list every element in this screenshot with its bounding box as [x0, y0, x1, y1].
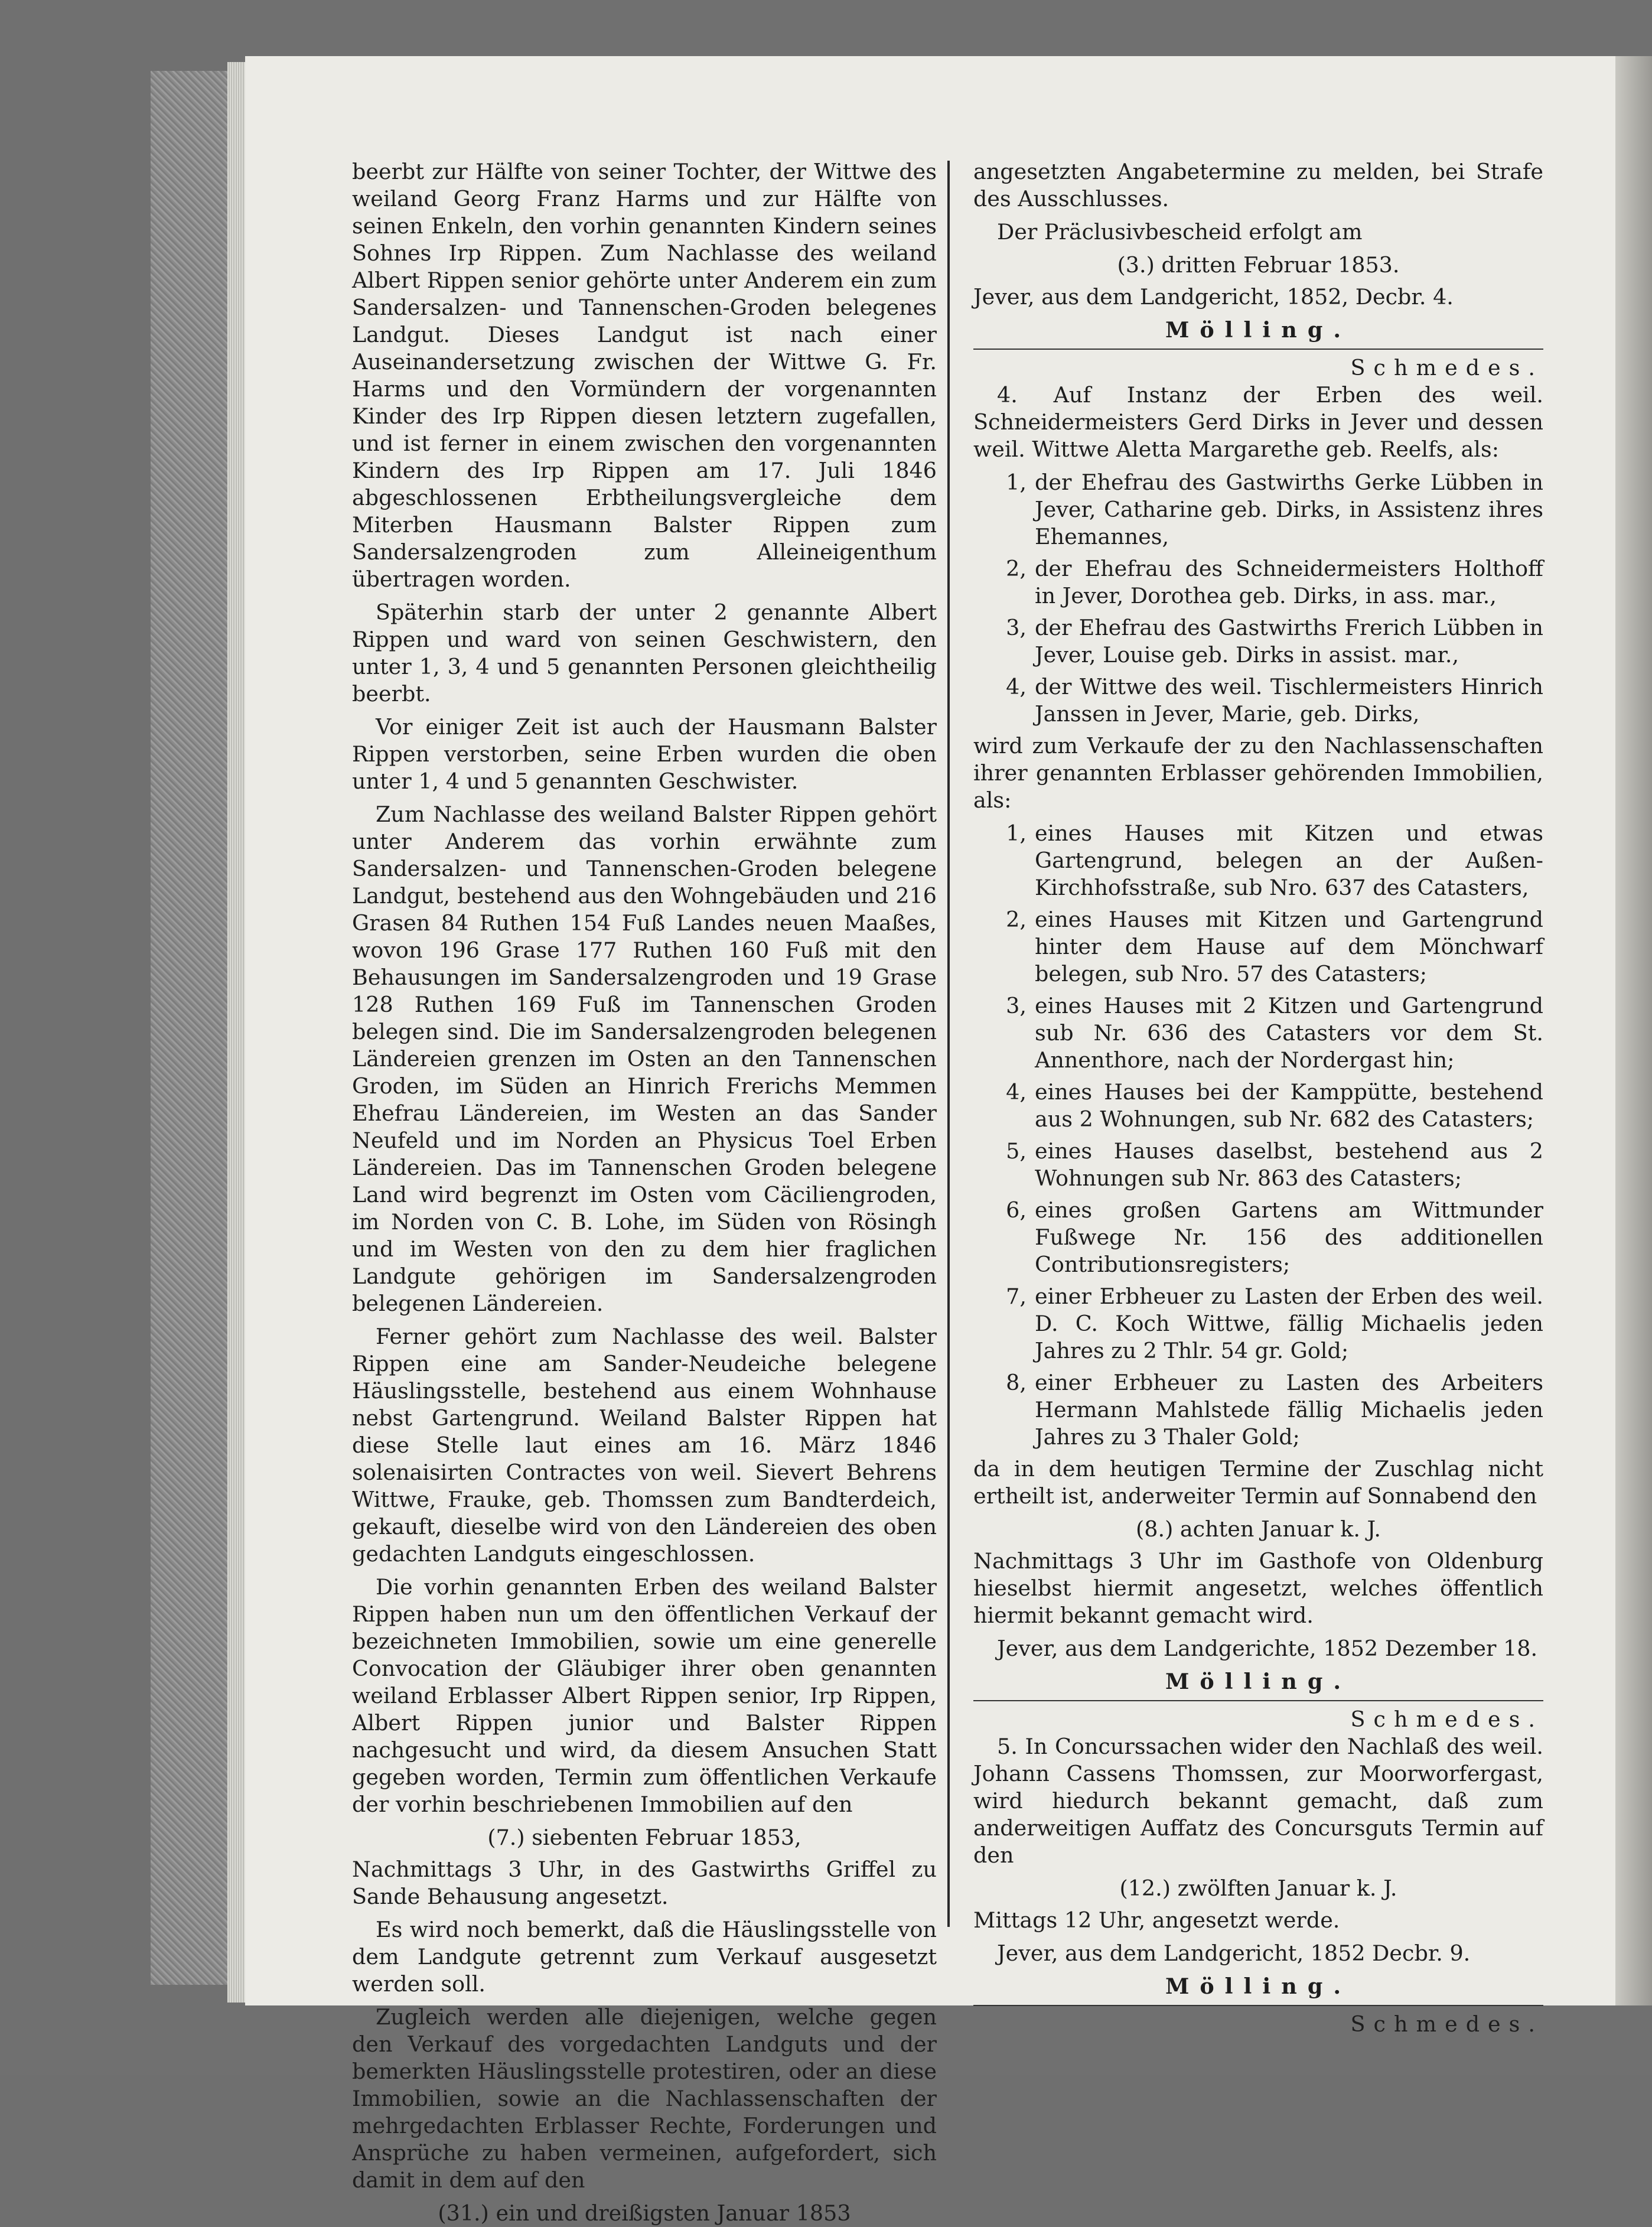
list-item — [973, 1283, 1543, 1365]
paragraph: beerbt zur Hälfte von seiner Tochter, der Wittwe des weiland Georg Franz Harms und zur Hälfte von seinen Enkeln, den vorhin genannten Kindern seines Sohnes Irp Rippen. Zum Nachlasse des weiland Albert Rippen senior gehörte unter Anderem ein zum Sandersalzen- und Tannenschen-Groden belegenes Landgut. Dieses Landgut ist nach einer Auseinandersetzung zwischen der Wittwe G. Fr. Harms und den Vormündern der vorgenannten Kinder des Irp Rippen diesen letztern zugefallen, und ist ferner in einem zwischen den vorgenannten Kindern des Irp Rippen am 17. Juli 1846 abgeschlossenen Erbtheilungsvergleiche dem Miterben Hausmann Balster Rippen zum Sandersalzengroden zum Alleineigenthum übertragen worden. — [352, 159, 937, 592]
item-number: 8, — [1006, 1370, 1027, 1395]
date-line: (7.) siebenten Februar 1853, — [487, 1825, 801, 1850]
item-text: eines Hauses bei der Kamppütte, bestehend aus 2 Wohnungen, sub Nr. 682 des Catasters; — [1035, 1079, 1543, 1132]
paragraph: Der Präclusivbescheid erfolgt am — [997, 219, 1363, 245]
paragraph: Die vorhin genannten Erben des weiland Balster Rippen haben nun um den öffentlichen Verkauf der bezeichneten Immobilien, sowie um eine generelle Convocation der Gläubiger ihrer oben genannten weiland Erblasser Albert Rippen senior, Irp Rippen, Albert Rippen junior und Balster Rippen nachgesucht und wird, da diesem Ansuchen Statt gegeben worden, Termin zum öffentlichen Verkaufe der vorhin beschriebenen Immobilien auf den — [352, 1574, 937, 1817]
paragraph: Zum Nachlasse des weiland Balster Rippen gehört unter Anderem das vorhin erwähnte zum Sandersalzen- und Tannenschen-Groden belegene Landgut, bestehend aus den Wohngebäuden und 216 Grasen 84 Ruthen 154 Fuß Landes neuen Maaßes, wovon 196 Grase 177 Ruthen 160 Fuß mit den Behausungen im Sandersalzengroden und 19 Grase 128 Ruthen 169 Fuß im Tannenschen Groden belegen sind. Die im Sandersalzengroden belegenen Ländereien grenzen im Osten an den Tannenschen Groden, im Süden an Hinrich Frerichs Memmen Ehefrau Ländereien, im Westen an das Sander Neufeld und im Norden an Physicus Toel Erben Ländereien. Das im Tannenschen Groden belegene Land wird begrenzt im Osten vom Cäciliengroden, im Norden von C. B. Lohe, im Süden von Rösingh und im Westen von den zu dem hier fraglichen Landgute gehörigen im Sandersalzengroden belegenen Ländereien. — [352, 802, 937, 1316]
next-page-edge — [1615, 56, 1652, 2005]
item-number: 3, — [1006, 615, 1027, 640]
signature-schmedes: Schmedes. — [1350, 2011, 1543, 2037]
item-text: der Ehefrau des Gastwirths Gerke Lübben in Jever, Catharine geb. Dirks, in Assistenz ihres Ehemannes, — [1035, 470, 1543, 549]
paragraph: Zugleich werden alle diejenigen, welche gegen den Verkauf des vorgedachten Landguts und der bemerkten Häuslingsstelle protestiren, oder an diese Immobilien, sowie an die Nachlassenschaften der mehrgedachten Erblasser Rechte, Forderungen und Ansprüche zu haben vermeinen, aufgefordert, sich damit in dem auf den — [352, 2004, 937, 2193]
item-text: der Ehefrau des Gastwirths Frerich Lübben in Jever, Louise geb. Dirks in assist. mar., — [1035, 615, 1543, 668]
item-text: eines Hauses mit 2 Kitzen und Gartengrund sub Nr. 636 des Catasters vor dem St. Annenthore, nach der Nordergast hin; — [1035, 993, 1543, 1073]
signature-moelling: Mölling. — [1165, 317, 1352, 343]
date-line: (31.) ein und dreißigsten Januar 1853 — [438, 2200, 851, 2226]
signature-rule — [973, 349, 1543, 350]
item-number: 1, — [1006, 821, 1027, 846]
property-list — [973, 820, 1543, 1451]
list-item — [973, 906, 1543, 988]
item-number: 2, — [1006, 556, 1027, 581]
list-item — [973, 469, 1543, 551]
item-number: 2, — [1006, 907, 1027, 932]
column-divider — [947, 161, 950, 1927]
paragraph: Jever, aus dem Landgericht, 1852, Decbr. 4. — [973, 284, 1454, 310]
item-number: 3, — [1006, 993, 1027, 1018]
paragraph: 5. In Concurssachen wider den Nachlaß des weil. Johann Cassens Thomssen, zur Moorworfergast, wird hiedurch bekannt gemacht, daß zum anderweitigen Auffatz des Concursguts Termin auf den — [973, 1734, 1543, 1868]
item-number: 5, — [1006, 1138, 1027, 1164]
paragraph: Nachmittags 3 Uhr im Gasthofe von Oldenburg hieselbst hiermit angesetzt, welches öffentlich hiermit bekannt gemacht wird. — [973, 1548, 1543, 1628]
date-line: (12.) zwölften Januar k. J. — [1119, 1876, 1397, 1901]
item-number: 1, — [1006, 470, 1027, 495]
item-number: 7, — [1006, 1284, 1027, 1309]
item-text: einer Erbheuer zu Lasten der Erben des weil. D. C. Koch Wittwe, fällig Michaelis jeden Jahres zu 2 Thlr. 54 gr. Gold; — [1035, 1284, 1543, 1363]
heirs-list — [973, 469, 1543, 728]
signature-schmedes: Schmedes. — [1350, 355, 1543, 380]
signature-rule — [973, 1700, 1543, 1701]
list-item — [973, 1369, 1543, 1451]
paragraph: Es wird noch bemerkt, daß die Häuslingsstelle von dem Landgute getrennt zum Verkauf ausgesetzt werden soll. — [352, 1917, 937, 1997]
item-text: der Wittwe des weil. Tischlermeisters Hinrich Janssen in Jever, Marie, geb. Dirks, — [1035, 674, 1543, 727]
left-column — [352, 158, 937, 2226]
item-number: 4, — [1006, 674, 1027, 699]
list-item — [973, 820, 1543, 901]
signature-rule — [973, 2005, 1543, 2006]
item-text: eines Hauses daselbst, bestehend aus 2 Wohnungen sub Nr. 863 des Catasters; — [1035, 1138, 1543, 1191]
paragraph: Jever, aus dem Landgericht, 1852 Decbr. 9. — [997, 1941, 1471, 1966]
paragraph: Jever, aus dem Landgerichte, 1852 Dezember 18. — [997, 1636, 1538, 1661]
paragraph: Vor einiger Zeit ist auch der Hausmann Balster Rippen verstorben, seine Erben wurden die oben unter 1, 4 und 5 genannten Geschwister. — [352, 714, 937, 794]
list-item — [973, 1079, 1543, 1133]
date-line: (3.) dritten Februar 1853. — [1117, 252, 1400, 278]
item-number: 6, — [1006, 1197, 1027, 1223]
signature-moelling: Mölling. — [1165, 1669, 1352, 1694]
paragraph: Ferner gehört zum Nachlasse des weil. Balster Rippen eine am Sander-Neudeiche belegene Häuslingsstelle, bestehend aus einem Wohnhause nebst Gartengrund. Weiland Balster Rippen hat diese Stelle laut eines am 16. März 1846 solenaisirten Contractes von weil. Sievert Behrens Wittwe, Frauke, geb. Thomssen zum Bandterdeich, gekauft, dieselbe wird von den Ländereien des oben gedachten Landguts eingeschlossen. — [352, 1324, 937, 1567]
list-item — [973, 614, 1543, 669]
paragraph: Mittags 12 Uhr, angesetzt werde. — [973, 1907, 1340, 1933]
item-text: eines Hauses mit Kitzen und etwas Gartengrund, belegen an der Außen-Kirchhofsstraße, sub Nro. 637 des Catasters, — [1035, 821, 1543, 900]
book-binding — [151, 71, 231, 1985]
signature-moelling: Mölling. — [1165, 1974, 1352, 1999]
list-item — [973, 555, 1543, 610]
item-text: eines großen Gartens am Wittmunder Fußwege Nr. 156 des additionellen Contributionsregisters; — [1035, 1197, 1543, 1277]
paragraph: da in dem heutigen Termine der Zuschlag nicht ertheilt ist, anderweiter Termin auf Sonnabend den — [973, 1456, 1543, 1509]
page-edges — [227, 62, 245, 2003]
list-item — [973, 673, 1543, 728]
list-item — [973, 1197, 1543, 1278]
item-text: einer Erbheuer zu Lasten des Arbeiters Hermann Mahlstede fällig Michaelis jeden Jahres zu 3 Thaler Gold; — [1035, 1370, 1543, 1450]
list-item — [973, 992, 1543, 1074]
paragraph: Nachmittags 3 Uhr, in des Gastwirths Griffel zu Sande Behausung angesetzt. — [352, 1857, 937, 1909]
right-column — [973, 158, 1543, 2037]
date-line: (8.) achten Januar k. J. — [1136, 1516, 1381, 1542]
signature-schmedes: Schmedes. — [1350, 1707, 1543, 1732]
item-text: der Ehefrau des Schneidermeisters Holthoff in Jever, Dorothea geb. Dirks, in ass. mar., — [1035, 556, 1543, 608]
paragraph: 4. Auf Instanz der Erben des weil. Schneidermeisters Gerd Dirks in Jever und dessen weil. Wittwe Aletta Margarethe geb. Reelfs, als: — [973, 382, 1543, 462]
item-number: 4, — [1006, 1079, 1027, 1105]
list-item — [973, 1138, 1543, 1192]
paragraph: Späterhin starb der unter 2 genannte Albert Rippen und ward von seinen Geschwistern, den unter 1, 3, 4 und 5 genannten Personen gleichtheilig beerbt. — [352, 600, 937, 706]
paragraph: wird zum Verkaufe der zu den Nachlassenschaften ihrer genannten Erblasser gehörenden Immobilien, als: — [973, 733, 1543, 813]
paragraph: angesetzten Angabetermine zu melden, bei Strafe des Ausschlusses. — [973, 159, 1543, 211]
item-text: eines Hauses mit Kitzen und Gartengrund hinter dem Hause auf dem Mönchwarf belegen, sub Nro. 57 des Catasters; — [1035, 907, 1543, 986]
